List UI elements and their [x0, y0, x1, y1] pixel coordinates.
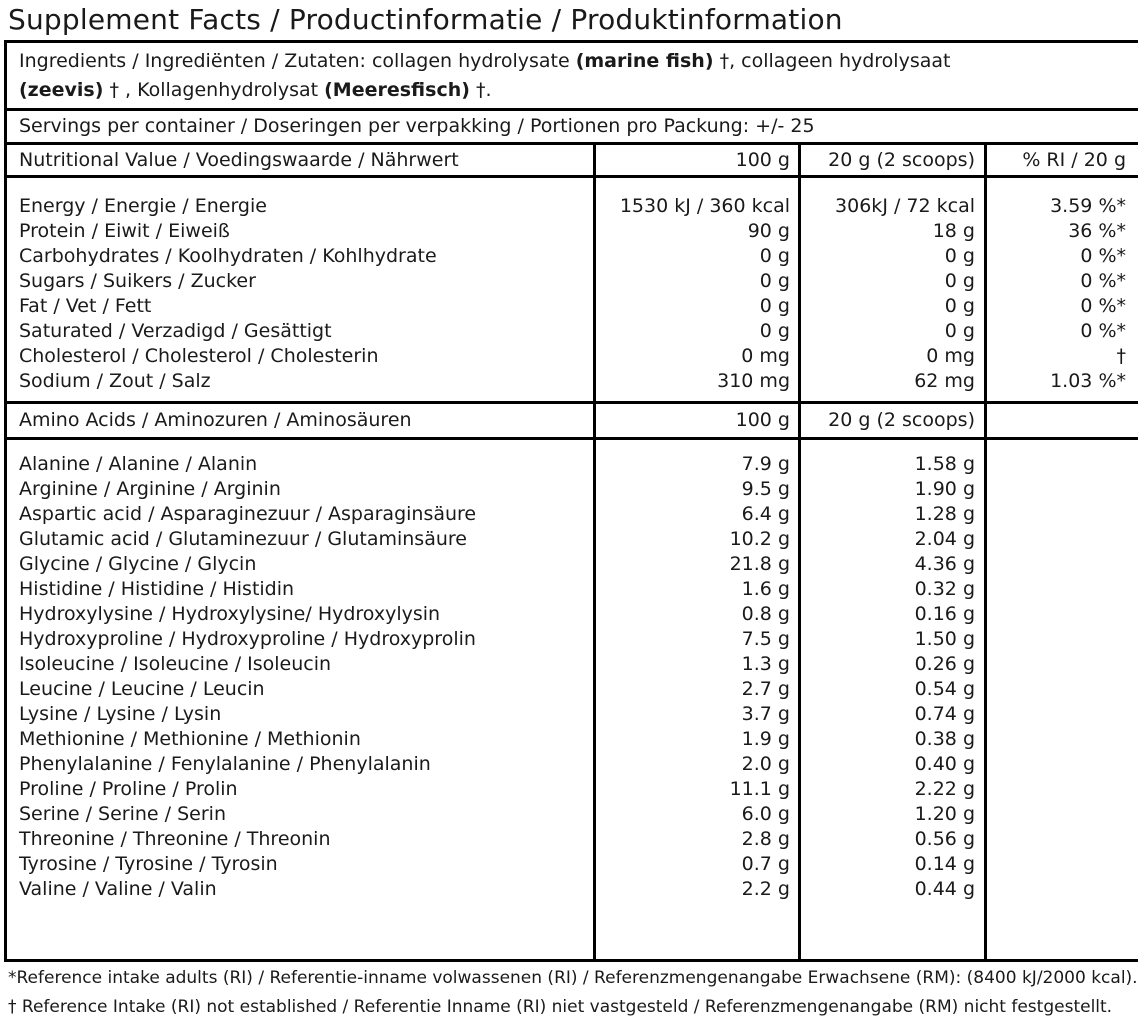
nutrient-name: Tyrosine / Tyrosine / Tyrosin	[19, 853, 278, 875]
value-serving: 0.38 g	[914, 728, 975, 750]
value-100g: 0 g	[759, 320, 790, 342]
value-serving: 0.44 g	[914, 878, 975, 900]
amino-row	[7, 527, 1138, 552]
value-100g: 0 g	[759, 270, 790, 292]
value-100g: 7.9 g	[741, 453, 790, 475]
value-serving: 0 g	[944, 320, 975, 342]
amino-row	[7, 652, 1138, 677]
nutrient-name: Valine / Valine / Valin	[19, 878, 217, 900]
value-100g: 1.6 g	[741, 578, 790, 600]
header-label: Amino Acids / Aminozuren / Aminosäuren	[19, 409, 412, 431]
amino-row	[7, 877, 1138, 902]
nutrient-name: Histidine / Histidine / Histidin	[19, 578, 295, 600]
value-ri: †	[1116, 345, 1126, 367]
value-100g: 1530 kJ / 360 kcal	[619, 195, 790, 217]
nutrient-name: Alanine / Alanine / Alanin	[19, 453, 258, 475]
nutrient-name: Energy / Energie / Energie	[19, 195, 267, 217]
value-serving: 2.22 g	[914, 778, 975, 800]
value-serving: 306kJ / 72 kcal	[835, 195, 975, 217]
nutrition-row	[7, 269, 1138, 294]
value-100g: 2.8 g	[741, 828, 790, 850]
servings-block	[4, 108, 1138, 142]
nutrition-row	[7, 194, 1138, 219]
value-serving: 1.28 g	[914, 503, 975, 525]
amino-row	[7, 502, 1138, 527]
value-ri: 36 %*	[1068, 220, 1126, 242]
divider-line	[7, 401, 1138, 404]
header-label: Nutritional Value / Voedingswaarde / Nährwert	[19, 149, 459, 171]
value-100g: 0 mg	[741, 345, 790, 367]
value-100g: 2.2 g	[741, 878, 790, 900]
nutrient-name: Cholesterol / Cholesterol / Cholesterin	[19, 345, 379, 367]
nutrient-name: Lysine / Lysine / Lysin	[19, 703, 222, 725]
amino-row	[7, 677, 1138, 702]
value-100g: 10.2 g	[729, 528, 790, 550]
value-100g: 2.7 g	[741, 678, 790, 700]
value-100g: 90 g	[747, 220, 790, 242]
value-ri: 0 %*	[1080, 270, 1126, 292]
ingredients-text-3: † , Kollagenhydrolysat	[103, 79, 325, 101]
value-serving: 0 g	[944, 270, 975, 292]
nutrient-name: Isoleucine / Isoleucine / Isoleucin	[19, 653, 332, 675]
footnote-dagger: † Reference Intake (RI) not established / Referentie Inname (RI) niet vastgesteld / Referenzmengenangabe (RM) nicht festgestellt.	[8, 997, 1113, 1017]
value-100g: 0 g	[759, 295, 790, 317]
value-serving: 0.54 g	[914, 678, 975, 700]
value-serving: 0 g	[944, 295, 975, 317]
value-serving: 1.20 g	[914, 803, 975, 825]
amino-row	[7, 452, 1138, 477]
value-serving: 0.74 g	[914, 703, 975, 725]
ingredients-block	[4, 40, 1138, 108]
value-100g: 7.5 g	[741, 628, 790, 650]
amino-row	[7, 827, 1138, 852]
amino-row	[7, 777, 1138, 802]
nutrition-row	[7, 344, 1138, 369]
amino-row	[7, 752, 1138, 777]
value-100g: 0 g	[759, 245, 790, 267]
value-serving: 18 g	[932, 220, 975, 242]
nutrient-name: Leucine / Leucine / Leucin	[19, 678, 265, 700]
amino-row	[7, 577, 1138, 602]
value-serving: 1.90 g	[914, 478, 975, 500]
value-100g: 0.8 g	[741, 603, 790, 625]
value-serving: 0.16 g	[914, 603, 975, 625]
value-serving: 2.04 g	[914, 528, 975, 550]
value-100g: 310 mg	[717, 370, 790, 392]
divider-line	[7, 437, 1138, 440]
nutrient-name: Hydroxyproline / Hydroxyproline / Hydroxyprolin	[19, 628, 476, 650]
value-100g: 0.7 g	[741, 853, 790, 875]
value-ri: 1.03 %*	[1050, 370, 1126, 392]
header-100g: 100 g	[735, 409, 790, 431]
nutrition-row	[7, 294, 1138, 319]
value-100g: 11.1 g	[729, 778, 790, 800]
nutrient-name: Threonine / Threonine / Threonin	[19, 828, 331, 850]
nutrient-name: Methionine / Methionine / Methionin	[19, 728, 361, 750]
amino-row	[7, 852, 1138, 877]
nutrition-row	[7, 369, 1138, 394]
facts-table	[4, 142, 1138, 962]
amino-row	[7, 802, 1138, 827]
value-serving: 4.36 g	[914, 553, 975, 575]
nutrient-name: Aspartic acid / Asparaginezuur / Asparaginsäure	[19, 503, 477, 525]
amino-row	[7, 477, 1138, 502]
nutrient-name: Saturated / Verzadigd / Gesättigt	[19, 320, 332, 342]
value-ri: 0 %*	[1080, 295, 1126, 317]
ingredients-bold-2: (zeevis)	[19, 79, 104, 101]
value-ri: 0 %*	[1080, 320, 1126, 342]
nutrition-row	[7, 219, 1138, 244]
value-100g: 1.9 g	[741, 728, 790, 750]
value-100g: 9.5 g	[741, 478, 790, 500]
header-ri: % RI / 20 g	[1022, 149, 1126, 171]
amino-row	[7, 727, 1138, 752]
header-serving: 20 g (2 scoops)	[828, 149, 975, 171]
value-100g: 1.3 g	[741, 653, 790, 675]
value-serving: 0.56 g	[914, 828, 975, 850]
nutrient-name: Hydroxylysine / Hydroxylysine/ Hydroxylysin	[19, 603, 441, 625]
nutrient-name: Arginine / Arginine / Arginin	[19, 478, 281, 500]
value-serving: 0.40 g	[914, 753, 975, 775]
servings-text: Servings per container / Doseringen per verpakking / Portionen pro Packung: +/- 25	[19, 115, 815, 137]
nutrient-name: Fat / Vet / Fett	[19, 295, 152, 317]
value-100g: 3.7 g	[741, 703, 790, 725]
value-100g: 21.8 g	[729, 553, 790, 575]
value-serving: 1.50 g	[914, 628, 975, 650]
value-100g: 2.0 g	[741, 753, 790, 775]
page-title: Supplement Facts / Productinformatie / Produktinformation	[8, 3, 843, 36]
amino-header-row	[7, 408, 1138, 433]
value-serving: 0 g	[944, 245, 975, 267]
amino-row	[7, 552, 1138, 577]
value-serving: 1.58 g	[914, 453, 975, 475]
nutrition-header-row	[7, 148, 1138, 173]
ingredients-bold-3: (Meeresfisch)	[324, 79, 470, 101]
ingredients-bold-1: (marine fish)	[575, 50, 714, 72]
nutrient-name: Sodium / Zout / Salz	[19, 370, 211, 392]
amino-row	[7, 702, 1138, 727]
value-serving: 0.14 g	[914, 853, 975, 875]
value-serving: 0 mg	[926, 345, 975, 367]
header-100g: 100 g	[735, 149, 790, 171]
nutrient-name: Proline / Proline / Prolin	[19, 778, 238, 800]
nutrient-name: Glycine / Glycine / Glycin	[19, 553, 257, 575]
header-serving: 20 g (2 scoops)	[828, 409, 975, 431]
nutrient-name: Protein / Eiwit / Eiweiß	[19, 220, 230, 242]
divider-line	[7, 175, 1138, 178]
nutrition-row	[7, 244, 1138, 269]
amino-row	[7, 602, 1138, 627]
nutrient-name: Sugars / Suikers / Zucker	[19, 270, 256, 292]
ingredients-text-2: †, collageen hydrolysaat	[713, 50, 951, 72]
value-serving: 0.26 g	[914, 653, 975, 675]
nutrient-name: Glutamic acid / Glutaminezuur / Glutaminsäure	[19, 528, 467, 550]
value-ri: 0 %*	[1080, 245, 1126, 267]
value-serving: 62 mg	[914, 370, 975, 392]
nutrient-name: Carbohydrates / Koolhydraten / Kohlhydrate	[19, 245, 437, 267]
ingredients-text-1: Ingredients / Ingrediënten / Zutaten: collagen hydrolysate	[19, 50, 576, 72]
value-serving: 0.32 g	[914, 578, 975, 600]
amino-row	[7, 627, 1138, 652]
value-100g: 6.0 g	[741, 803, 790, 825]
ingredients-text-4: †.	[469, 79, 492, 101]
value-100g: 6.4 g	[741, 503, 790, 525]
nutrition-row	[7, 319, 1138, 344]
value-ri: 3.59 %*	[1050, 195, 1126, 217]
nutrient-name: Serine / Serine / Serin	[19, 803, 226, 825]
nutrient-name: Phenylalanine / Fenylalanine / Phenylalanin	[19, 753, 431, 775]
footnote-ri: *Reference intake adults (RI) / Referentie-inname volwassenen (RI) / Referenzmengenangabe Erwachsene (RM): (8400 kJ/2000 kcal).	[8, 968, 1138, 988]
